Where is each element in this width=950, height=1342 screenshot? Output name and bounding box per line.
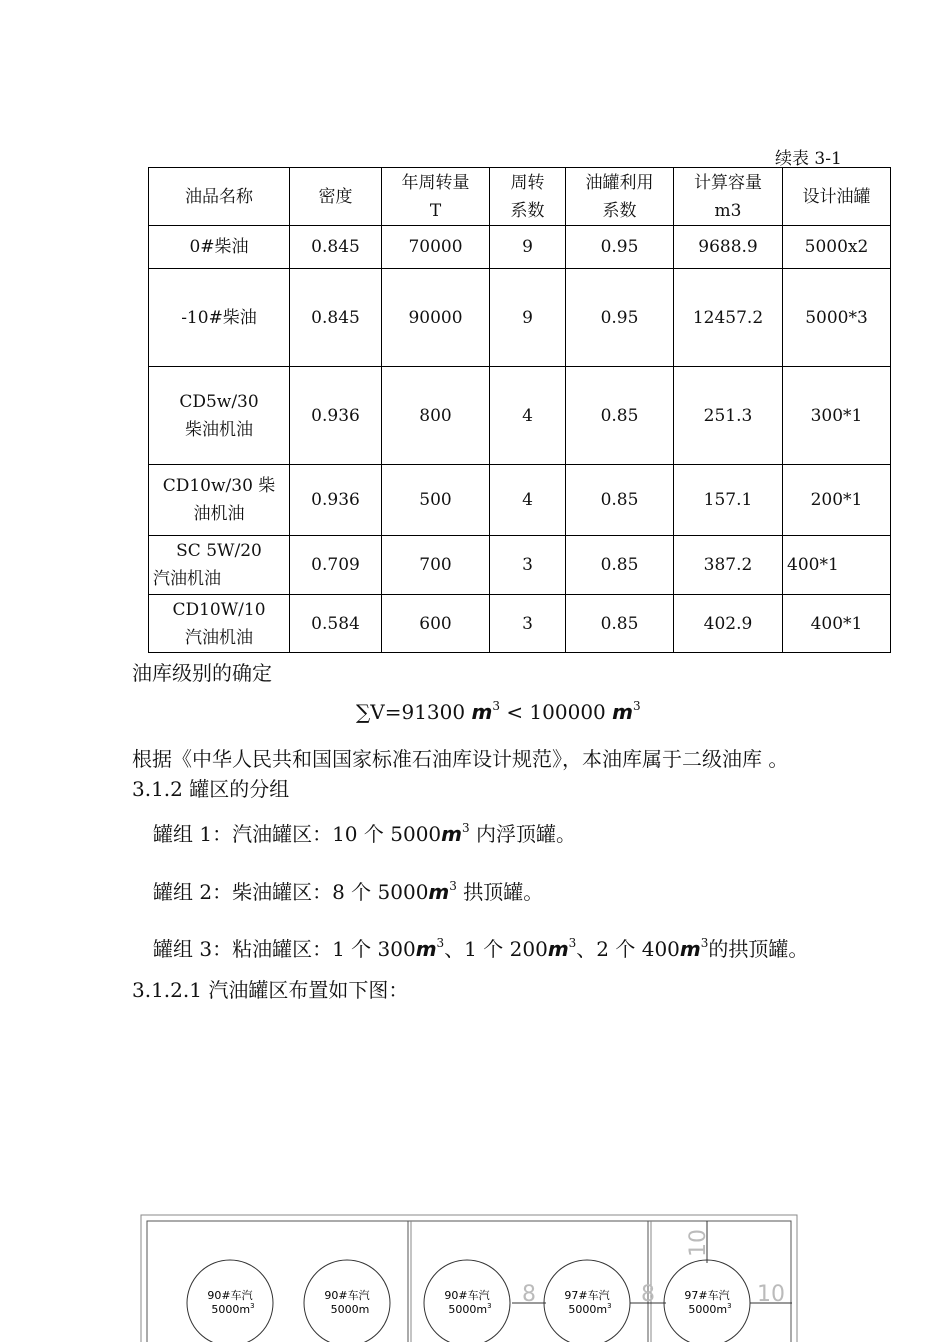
unit-exp: 3	[492, 699, 500, 713]
g3-unit-3: m	[679, 937, 701, 961]
coef-cell: 3	[490, 536, 566, 595]
header-text: 周转	[510, 172, 545, 193]
coef-cell: 3	[490, 595, 566, 653]
capacity-cell: 251.3	[674, 367, 783, 465]
header-text: 计算容量	[694, 172, 762, 193]
header-text: 系数	[510, 200, 545, 221]
heading-level: 油库级别的确定	[132, 661, 272, 685]
density-cell: 0.709	[290, 536, 382, 595]
oil-name-cell	[149, 536, 290, 595]
table-row	[149, 269, 891, 367]
g1-exp: 3	[462, 821, 470, 835]
util-cell: 0.95	[566, 269, 674, 367]
oil-name-text: 0#柴油	[189, 237, 249, 257]
design-cell: 400*1	[783, 595, 891, 653]
tank-capacity-line	[688, 1302, 731, 1316]
table-row	[149, 536, 891, 595]
oil-name-text: 汽油机油	[153, 569, 221, 589]
section-3-1-2-1: 3.1.2.1 汽油罐区布置如下图：	[132, 978, 409, 1002]
oil-name-text: SC 5W/20	[176, 541, 262, 561]
header-text: 油品名称	[185, 186, 253, 207]
oil-name-cell	[149, 226, 290, 269]
g1-text-a: 罐组 1：汽油罐区：10 个 5000	[153, 822, 442, 846]
coef-cell: 4	[490, 465, 566, 536]
header-cell	[149, 168, 290, 226]
formula-left: ∑V=91300	[356, 700, 466, 724]
oil-name-cell	[149, 595, 290, 653]
turnover-cell: 70000	[382, 226, 490, 269]
design-cell: 5000*3	[783, 269, 891, 367]
g3-exp-3: 3	[700, 936, 709, 950]
g3-text-d: 的拱顶罐。	[708, 937, 809, 961]
tank	[664, 1260, 750, 1342]
util-cell: 0.85	[566, 595, 674, 653]
coef-cell: 9	[490, 226, 566, 269]
tank	[544, 1260, 630, 1342]
turnover-cell: 600	[382, 595, 490, 653]
g1-unit: m	[441, 822, 462, 846]
tank-capacity: 5000m	[688, 1303, 728, 1316]
tank-capacity: 5000m	[211, 1303, 251, 1316]
tank-capacity-exp: 3	[727, 1302, 732, 1310]
tank-label: 90#车汽	[207, 1289, 253, 1302]
tank-capacity: 5000m	[568, 1303, 608, 1316]
header-text: 年周转量	[401, 172, 470, 193]
capacity-cell: 402.9	[674, 595, 783, 653]
g3-unit-1: m	[415, 937, 437, 961]
section-3-1-2: 3.1.2 罐区的分组	[132, 777, 290, 801]
turnover-cell: 700	[382, 536, 490, 595]
unit-m-2: m	[612, 700, 633, 724]
dim-top-label: 10	[686, 1229, 711, 1257]
header-cell	[290, 168, 382, 226]
design-cell: 400*1	[783, 536, 891, 595]
g3-exp-1: 3	[436, 936, 445, 950]
dim-gap2-label: 8	[641, 1282, 655, 1307]
grade-paragraph: 根据《中华人民共和国国家标准石油库设计规范》，本油库属于二级油库 。	[132, 747, 789, 771]
table-row	[149, 465, 891, 536]
dimension-right	[750, 1282, 792, 1307]
tank-capacity: 5000m	[330, 1303, 370, 1316]
tank	[424, 1260, 510, 1342]
table-row	[149, 226, 891, 269]
tank-layout-diagram	[0, 1205, 950, 1342]
table-header-row	[149, 168, 891, 226]
tank-capacity-line	[568, 1302, 611, 1316]
oil-name-text: CD10W/10	[172, 599, 266, 620]
util-cell: 0.85	[566, 536, 674, 595]
g2-unit: m	[428, 880, 450, 904]
tank-label: 90#车汽	[324, 1289, 370, 1302]
dim-right-label: 10	[757, 1282, 785, 1307]
volume-formula	[356, 700, 641, 724]
header-text: 密度	[318, 186, 353, 207]
tank-capacity-exp: 3	[487, 1302, 492, 1310]
oil-name-cell	[149, 269, 290, 367]
turnover-cell: 800	[382, 367, 490, 465]
table-row	[149, 595, 891, 653]
oil-name-text: 柴油机油	[185, 419, 253, 440]
design-cell: 300*1	[783, 367, 891, 465]
header-cell	[490, 168, 566, 226]
oil-name-cell	[149, 465, 290, 536]
util-cell: 0.85	[566, 465, 674, 536]
capacity-cell: 387.2	[674, 536, 783, 595]
g2-text-b: 拱顶罐。	[463, 880, 544, 904]
capacity-cell: 9688.9	[674, 226, 783, 269]
tank-group-2	[153, 876, 543, 905]
util-cell: 0.85	[566, 367, 674, 465]
oil-name-text: CD10w/30 柴	[162, 476, 276, 496]
tank	[304, 1260, 390, 1342]
header-cell	[382, 168, 490, 226]
g3-text-b: 、1 个 200	[444, 937, 548, 961]
oil-name-text: CD5w/30	[179, 391, 259, 412]
header-cell	[674, 168, 783, 226]
turnover-cell: 90000	[382, 269, 490, 367]
capacity-cell: 157.1	[674, 465, 783, 536]
unit-m: m	[471, 700, 493, 724]
oil-tank-table	[148, 167, 891, 653]
capacity-cell: 12457.2	[674, 269, 783, 367]
g3-text-c: 、2 个 400	[576, 937, 680, 961]
header-text: 油罐利用	[585, 172, 654, 193]
dim-gap1-label: 8	[522, 1282, 536, 1307]
util-cell: 0.95	[566, 226, 674, 269]
header-cell	[783, 168, 891, 226]
tank-group-3	[153, 933, 808, 962]
oil-name-text: 油机油	[193, 504, 245, 524]
turnover-cell: 500	[382, 465, 490, 536]
tank-group-1	[153, 818, 576, 847]
coef-cell: 4	[490, 367, 566, 465]
g3-exp-2: 3	[568, 936, 577, 950]
oil-name-text: 汽油机油	[185, 627, 253, 648]
header-text: m3	[714, 200, 742, 221]
density-cell: 0.584	[290, 595, 382, 653]
density-cell: 0.845	[290, 269, 382, 367]
g2-text-a: 罐组 2：柴油罐区：8 个 5000	[153, 880, 429, 904]
g2-exp: 3	[449, 879, 457, 893]
header-text: T	[429, 200, 442, 221]
table-caption: 续表 3-1	[775, 149, 842, 169]
dimension-gap1	[512, 1282, 546, 1307]
oil-name-cell	[149, 367, 290, 465]
design-cell: 5000x2	[783, 226, 891, 269]
tank-capacity-line	[331, 1303, 370, 1316]
tank	[187, 1260, 273, 1342]
header-text: 系数	[602, 200, 637, 221]
tank-capacity-line	[211, 1302, 254, 1316]
g1-text-b: 内浮顶罐。	[476, 822, 576, 846]
density-cell: 0.936	[290, 465, 382, 536]
g3-text-a: 罐组 3：粘油罐区：1 个 300	[153, 937, 416, 961]
table-row	[149, 367, 891, 465]
oil-name-text: -10#柴油	[181, 307, 257, 328]
tank-label: 90#车汽	[444, 1289, 490, 1302]
tank-capacity-line	[448, 1302, 491, 1316]
tank-label: 97#车汽	[684, 1289, 730, 1302]
tank-label: 97#车汽	[564, 1289, 610, 1302]
tank-capacity: 5000m	[448, 1303, 488, 1316]
dimension-gap2	[630, 1282, 666, 1307]
header-text: 设计油罐	[802, 186, 871, 207]
unit-exp-2: 3	[632, 699, 641, 713]
header-cell	[566, 168, 674, 226]
coef-cell: 9	[490, 269, 566, 367]
dimension-top	[686, 1221, 711, 1263]
design-cell: 200*1	[783, 465, 891, 536]
tank-capacity-exp: 3	[607, 1302, 612, 1310]
g3-unit-2: m	[547, 937, 569, 961]
formula-mid: < 100000	[506, 700, 606, 724]
tank-capacity-exp: 3	[250, 1302, 255, 1310]
density-cell: 0.845	[290, 226, 382, 269]
density-cell: 0.936	[290, 367, 382, 465]
